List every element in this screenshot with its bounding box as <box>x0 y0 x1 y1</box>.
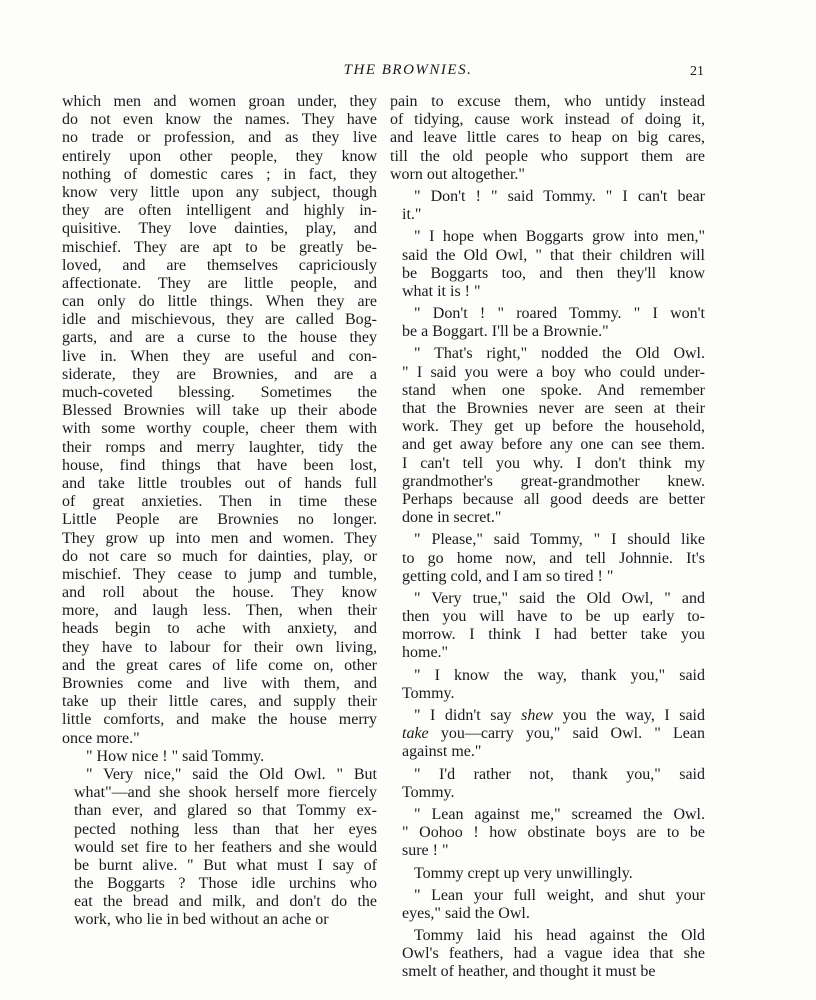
text-line: siderate, they are Brownies, and are a <box>62 365 377 383</box>
text-line: what"—and she shook herself more fiercely <box>74 784 377 802</box>
text-line: Little People are Brownies no longer. <box>62 511 377 529</box>
text-line: pected nothing less than that her eyes <box>74 820 377 838</box>
page-number: 21 <box>690 64 704 79</box>
text-line: said the Old Owl, " that their children will <box>402 246 705 264</box>
text-line: the Boggarts ? Those idle urchins who <box>74 875 377 893</box>
text-line: of tidying, cause work instead of doing it, <box>390 111 705 129</box>
paragraph <box>62 766 377 930</box>
text-line: do not care so much for dainties, play, or <box>62 547 377 565</box>
text-line: " Lean your full weight, and shut your <box>414 886 705 904</box>
text-line: nothing of domestic cares ; in fact, they <box>62 165 377 183</box>
paragraph <box>390 590 705 663</box>
text-line: " I know the way, thank you," said <box>414 666 705 684</box>
paragraph <box>390 707 705 762</box>
running-title: THE BROWNIES. <box>343 62 473 78</box>
text-line: " Very true," said the Old Owl, " and <box>414 589 705 607</box>
right-column <box>390 93 705 986</box>
text-line: " I didn't say shew you the way, I said <box>414 707 706 724</box>
text-line: it." <box>402 206 422 224</box>
paragraph <box>390 228 705 301</box>
text-line: affectionate. They are little people, and <box>62 274 377 292</box>
text-line: Brownies come and live with them, and <box>62 675 377 692</box>
text-line: with some worthy couple, cheer them with <box>62 420 377 438</box>
text-line: they have to labour for their own living, <box>62 638 377 656</box>
text-line: and get away before any one can see them. <box>402 436 705 454</box>
text-line: mischief. They cease to jump and tumble, <box>62 565 377 583</box>
text-line: would set fire to her feathers and she would <box>74 838 377 856</box>
paragraph <box>390 766 705 802</box>
text-line: entirely upon other people, they know <box>62 147 377 165</box>
text-line: " I hope when Boggarts grow into men," <box>414 228 705 246</box>
text-line: Owl's feathers, had a vague idea that she <box>402 945 705 963</box>
text-line: done in secret." <box>402 509 502 527</box>
text-line: smelt of heather, and thought it must be <box>402 963 656 981</box>
text-line: Tommy. <box>402 783 455 801</box>
text-line: and roll about the house. They know <box>62 584 377 602</box>
text-line: " I'd rather not, thank you," said <box>414 765 705 783</box>
text-line: " Don't ! " roared Tommy. " I won't <box>414 305 705 323</box>
text-line: house, find things that have been lost, <box>62 456 377 474</box>
left-column <box>62 93 377 930</box>
text-line: till the old people who support them are <box>390 147 705 165</box>
text-line: little comforts, and make the house merry <box>62 711 377 729</box>
paragraph <box>390 345 705 527</box>
paragraph <box>390 927 705 982</box>
text-line: sure ! " <box>402 842 449 860</box>
text-line: eyes," said the Owl. <box>402 904 530 922</box>
text-line: can only do little things. When they are <box>62 293 377 311</box>
text-line: I can't tell you why. I don't think my <box>402 454 705 472</box>
text-line: worn out altogether." <box>390 165 525 183</box>
text-line: " Lean against me," screamed the Owl. <box>414 805 705 823</box>
text-line: no trade or profession, and as they live <box>62 129 377 147</box>
text-line: Tommy crept up very unwillingly. <box>414 864 633 882</box>
text-line: " Oohoo ! how obstinate boys are to be <box>402 824 705 842</box>
text-line: home." <box>402 644 449 662</box>
text-line: much-coveted blessing. Sometimes the <box>62 384 377 401</box>
text-line: morrow. I think I had better take you <box>402 626 705 644</box>
text-line: " That's right," nodded the Old Owl. <box>414 345 705 363</box>
text-line: " Very nice," said the Old Owl. " But <box>86 765 377 783</box>
text-line: than ever, and glared so that Tommy ex- <box>74 802 377 820</box>
text-line: Tommy. <box>402 684 455 702</box>
text-line: " How nice ! " said Tommy. <box>86 747 265 765</box>
text-line: their romps and merry laughter, tidy the <box>62 438 377 456</box>
paragraph <box>390 806 705 861</box>
text-line: and leave little cares to heap on big cares, <box>390 129 705 147</box>
text-line: Perhaps because all good deeds are better <box>402 490 705 508</box>
paragraph <box>62 93 377 748</box>
text-line: Tommy laid his head against the Old <box>414 927 705 945</box>
text-line: then you will have to be up early to- <box>402 608 705 626</box>
text-line: " Please," said Tommy, " I should like <box>414 531 705 549</box>
text-line: work, who lie in bed without an ache or <box>74 911 329 929</box>
text-line: idle and mischievous, they are called Bog- <box>62 311 377 329</box>
paragraph <box>390 887 705 923</box>
text-line: that the Brownies never are seen at their <box>402 400 705 417</box>
paragraph <box>390 188 705 224</box>
paragraph <box>390 865 705 883</box>
text-line: live in. When they are useful and con- <box>62 347 377 365</box>
page-header <box>0 62 816 86</box>
text-line: They grow up into men and women. They <box>62 529 377 547</box>
text-line: know very little upon any subject, though <box>62 183 377 201</box>
text-line: grandmother's great-grandmother knew. <box>402 472 705 490</box>
text-line: more, and laugh less. Then, when their <box>62 602 377 620</box>
paragraph <box>62 748 377 766</box>
text-line: " I said you were a boy who could under- <box>402 363 705 381</box>
text-line: and the great cares of life come on, other <box>62 656 377 674</box>
text-line: be a Boggart. I'll be a Brownie." <box>402 323 609 341</box>
text-line: getting cold, and I am so tired ! " <box>402 567 614 585</box>
text-line: stand when one spoke. And remember <box>402 381 705 399</box>
text-line: and take little troubles out of hands full <box>62 474 377 492</box>
text-line: pain to excuse them, who untidy instead <box>390 93 705 110</box>
text-line: against me." <box>402 743 482 761</box>
text-line: do not even know the names. They have <box>62 111 377 129</box>
text-line: be burnt alive. " But what must I say of <box>74 856 377 874</box>
text-line: work. They get up before the household, <box>402 418 705 436</box>
paragraph <box>390 531 705 586</box>
text-line: take you—carry you," said Owl. " Lean <box>402 725 705 743</box>
text-line: loved, and are themselves capriciously <box>62 256 377 274</box>
text-line: garts, and are a curse to the house they <box>62 329 377 347</box>
text-line: quisitive. They love dainties, play, and <box>62 220 377 238</box>
paragraph <box>390 305 705 341</box>
paragraph <box>390 667 705 703</box>
paragraph <box>390 93 705 184</box>
text-line: they are often intelligent and highly in- <box>62 202 377 220</box>
text-line: once more." <box>62 729 140 747</box>
text-line: be Boggarts too, and then they'll know <box>402 264 705 282</box>
text-line: mischief. They are apt to be greatly be- <box>62 238 377 256</box>
text-line: heads begin to ache with anxiety, and <box>62 620 377 638</box>
text-line: which men and women groan under, they <box>62 93 377 110</box>
text-line: of great anxieties. Then in time these <box>62 493 377 511</box>
text-line: " Don't ! " said Tommy. " I can't bear <box>414 187 705 205</box>
text-line: what it is ! " <box>402 282 481 300</box>
text-line: eat the bread and milk, and don't do the <box>74 893 377 911</box>
text-line: Blessed Brownies will take up their abode <box>62 402 377 420</box>
text-line: take up their little cares, and supply their <box>62 693 377 711</box>
text-line: to go home now, and tell Johnnie. It's <box>402 549 705 567</box>
